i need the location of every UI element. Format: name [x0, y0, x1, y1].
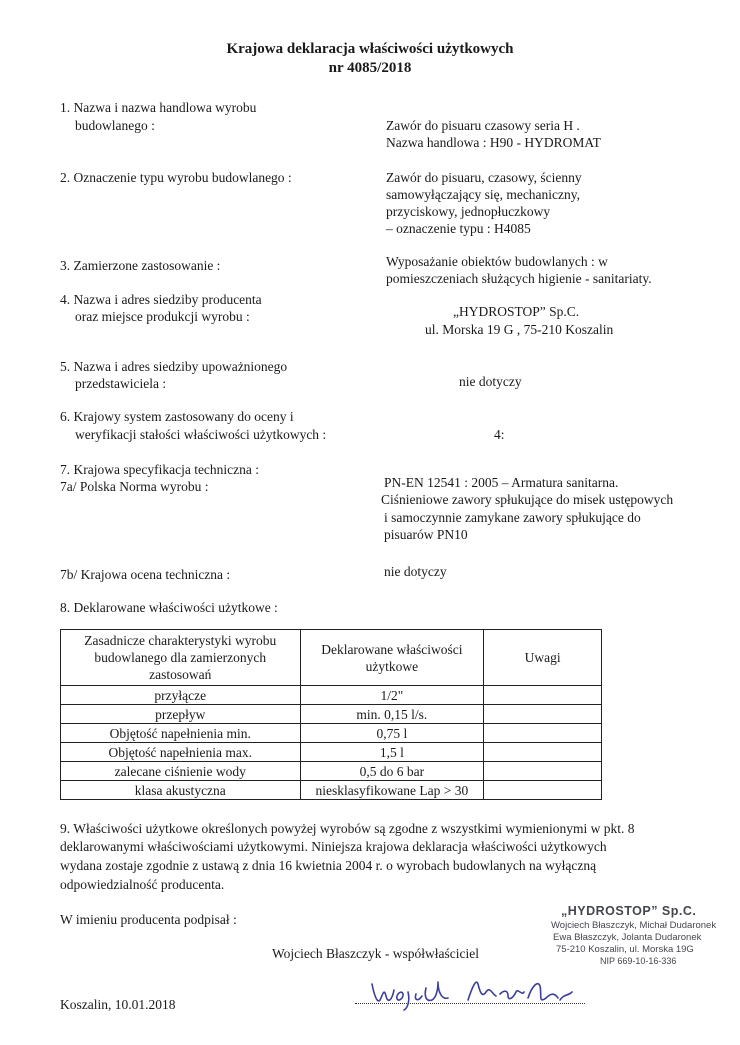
stamp-owners-2: Ewa Błaszczyk, Jolanta Dudaronek — [553, 932, 702, 943]
section-2-value-1: Zawór do pisuaru, czasowy, ścienny — [386, 170, 582, 185]
table-row — [61, 762, 602, 781]
cell-characteristic: Objętość napełnienia min. — [61, 724, 301, 743]
table-row — [61, 686, 602, 705]
declaration-line-4: odpowiedzialność producenta. — [60, 877, 225, 892]
declaration-line-3: wydana zostaje zgodnie z ustawą z dnia 16 kwietnia 2004 r. o wyrobach budowlanych na wyłączną — [60, 858, 597, 873]
section-7b-value: nie dotyczy — [384, 564, 447, 579]
header-declared-line-1: Deklarowane właściwości — [321, 641, 463, 657]
section-6-label-cont: weryfikacji stałości właściwości użytkowych : — [75, 427, 327, 442]
section-1-label-cont: budowlanego : — [75, 118, 155, 133]
section-6-label: 6. Krajowy system zastosowany do oceny i — [60, 409, 294, 424]
header-characteristics — [61, 630, 301, 686]
header-characteristics-line-3: zastosowań — [149, 667, 212, 682]
section-2-label: 2. Oznaczenie typu wyrobu budowlanego : — [60, 170, 292, 185]
header-notes-label: Uwagi — [524, 650, 561, 665]
cell-characteristic: klasa akustyczna — [61, 781, 301, 800]
section-5-label-cont: przedstawiciela : — [75, 376, 167, 391]
producer-address: ul. Morska 19 G , 75-210 Koszalin — [425, 322, 614, 337]
section-2-value-3: przyciskowy, jednopłuczkowy — [386, 204, 551, 219]
handwritten-signature — [368, 970, 578, 1012]
declaration-line-1: 9. Właściwości użytkowe określonych powyżej wyrobów są zgodne z wszystkimi wymienionymi w pkt. 8 — [60, 821, 635, 836]
cell-value: min. 0,15 l/s. — [300, 705, 484, 724]
header-declared-line-2: użytkowe — [365, 658, 419, 674]
cell-notes — [484, 743, 602, 762]
section-5-label: 5. Nazwa i adres siedziby upoważnionego — [60, 359, 288, 374]
header-characteristics-line-1: Zasadnicze charakterystyki wyrobu — [84, 633, 277, 648]
cell-notes — [484, 686, 602, 705]
section-1-trade-name: Nazwa handlowa : H90 - HYDROMAT — [386, 135, 601, 150]
stamp-company-name: „HYDROSTOP” Sp.C. — [561, 904, 697, 918]
section-7-label: 7. Krajowa specyfikacja techniczna : — [60, 462, 260, 477]
cell-value: 0,75 l — [300, 724, 484, 743]
table-row — [61, 781, 602, 800]
section-7a-label: 7a/ Polska Norma wyrobu : — [60, 479, 209, 494]
cell-notes — [484, 762, 602, 781]
cell-notes — [484, 705, 602, 724]
header-declared-properties — [300, 630, 484, 686]
cell-notes — [484, 781, 602, 800]
declaration-number: nr 4085/2018 — [328, 60, 412, 76]
section-4-label: 4. Nazwa i adres siedziby producenta — [60, 292, 262, 307]
table-row — [61, 724, 602, 743]
section-3-value-1: Wyposażanie obiektów budowlanych : w — [386, 254, 608, 269]
section-7a-value-1: PN-EN 12541 : 2005 – Armatura sanitarna. — [384, 475, 619, 490]
section-3-label: 3. Zamierzone zastosowanie : — [60, 258, 221, 273]
stamp-tax-id: NIP 669-10-16-336 — [600, 956, 677, 966]
table-header-row — [61, 630, 602, 686]
header-characteristics-line-2: budowlanego dla zamierzonych — [94, 650, 267, 665]
cell-characteristic: przepływ — [61, 705, 301, 724]
place-and-date: Koszalin, 10.01.2018 — [60, 997, 176, 1012]
section-7a-value-3: i samoczynnie zamykane zawory spłukujące do — [384, 510, 641, 525]
cell-value: 1/2" — [300, 686, 484, 705]
section-4-label-cont: oraz miejsce produkcji wyrobu : — [75, 309, 250, 324]
header-notes — [484, 630, 602, 686]
section-1-label: 1. Nazwa i nazwa handlowa wyrobu — [60, 100, 257, 115]
section-3-value-2: pomieszczeniach służących higienie - sanitariaty. — [386, 271, 652, 286]
stamp-address: 75-210 Koszalin, ul. Morska 19G — [556, 944, 694, 955]
stamp-owners-1: Wojciech Błaszczyk, Michał Dudaronek — [551, 920, 717, 931]
table-row — [61, 705, 602, 724]
signer-name: Wojciech Błaszczyk - współwłaściciel — [272, 946, 479, 961]
cell-value: niesklasyfikowane Lap > 30 — [300, 781, 484, 800]
cell-characteristic: przyłącze — [61, 686, 301, 705]
cell-characteristic: zalecane ciśnienie wody — [61, 762, 301, 781]
section-6-value: 4: — [494, 427, 505, 442]
cell-value: 0,5 do 6 bar — [300, 762, 484, 781]
producer-name: „HYDROSTOP” Sp.C. — [453, 304, 580, 319]
declaration-line-2: deklarowanymi właściwościami użytkowymi. Niniejsza krajowa deklaracja właściwości użytkowych — [60, 839, 607, 854]
properties-table — [60, 629, 602, 800]
section-2-value-2: samowyłączający się, mechaniczny, — [386, 187, 581, 202]
signed-on-behalf-label: W imieniu producenta podpisał : — [60, 912, 237, 927]
cell-characteristic: Objętość napełnienia max. — [61, 743, 301, 762]
section-7a-value-2: Ciśnieniowe zawory spłukujące do misek ustępowych — [381, 492, 674, 507]
section-7b-label: 7b/ Krajowa ocena techniczna : — [60, 567, 231, 582]
section-7a-value-4: pisuarów PN10 — [384, 527, 468, 542]
section-8-label: 8. Deklarowane właściwości użytkowe : — [60, 600, 278, 615]
cell-value: 1,5 l — [300, 743, 484, 762]
section-5-value: nie dotyczy — [459, 374, 522, 389]
section-2-value-4: – oznaczenie typu : H4085 — [386, 221, 531, 236]
table-row — [61, 743, 602, 762]
cell-notes — [484, 724, 602, 743]
document-title: Krajowa deklaracja właściwości użytkowych — [226, 41, 514, 57]
section-1-value: Zawór do pisuaru czasowy seria H . — [386, 118, 580, 133]
